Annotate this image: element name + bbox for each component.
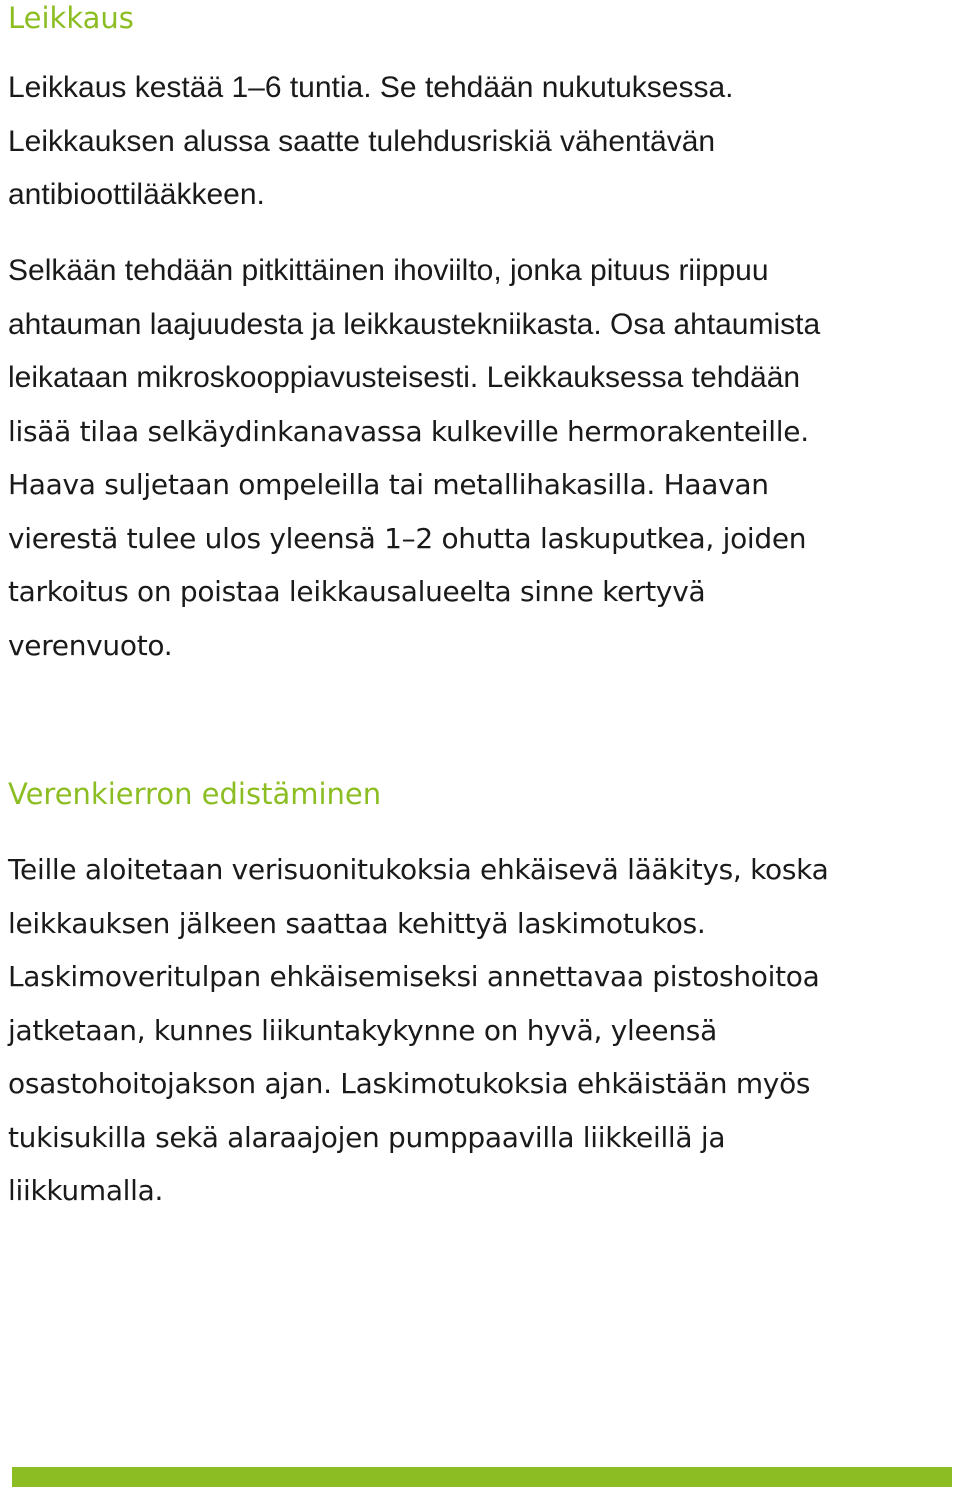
text-line: osastohoitojakson ajan. Laskimotukoksia ehkäistään myös [8,1067,811,1100]
section-heading-leikkaus: Leikkaus [8,1,134,35]
paragraph-verenkierron-edistaminen [8,843,828,1218]
section-heading-verenkierron-edistaminen: Verenkierron edistäminen [8,777,382,811]
text-line: liikkumalla. [8,1174,164,1207]
text-line: Leikkauksen alussa saatte tulehdusriskiä vähentävän [8,124,716,158]
text-line: Haava suljetaan ompeleilla tai metallihakasilla. Haavan [8,468,769,501]
text-line: Teille aloitetaan verisuonitukoksia ehkäisevä lääkitys, koska [8,853,829,886]
text-line: Laskimoveritulpan ehkäisemiseksi annettavaa pistoshoitoa [8,960,820,993]
text-line: leikataan mikroskooppiavusteisesti. Leikkauksessa tehdään [8,361,801,394]
text-line: ahtauman laajuudesta ja leikkaustekniikasta. Osa ahtaumista [8,307,821,341]
paragraph-leikkaus-intro [8,61,734,222]
footer-accent-bar [12,1467,952,1487]
text-line: Leikkaus kestää 1–6 tuntia. Se tehdään nukutuksessa. [8,71,734,104]
text-line: antibioottilääkkeen. [8,178,265,211]
text-line: jatketaan, kunnes liikuntakykynne on hyvä, yleensä [8,1013,717,1047]
text-line: tukisukilla sekä alaraajojen pumppaavilla liikkeillä ja [8,1120,726,1154]
text-line: lisää tilaa selkäydinkanavassa kulkeville hermorakenteille. [8,414,809,448]
paragraph-leikkaus-details [8,244,820,672]
text-line: tarkoitus on poistaa leikkausalueelta sinne kertyvä [8,575,706,608]
text-line: verenvuoto. [8,628,173,662]
text-line: vierestä tulee ulos yleensä 1–2 ohutta laskuputkea, joiden [8,521,807,555]
text-line: leikkauksen jälkeen saattaa kehittyä laskimotukos. [8,906,706,940]
text-line: Selkään tehdään pitkittäinen ihoviilto, jonka pituus riippuu [8,254,769,287]
